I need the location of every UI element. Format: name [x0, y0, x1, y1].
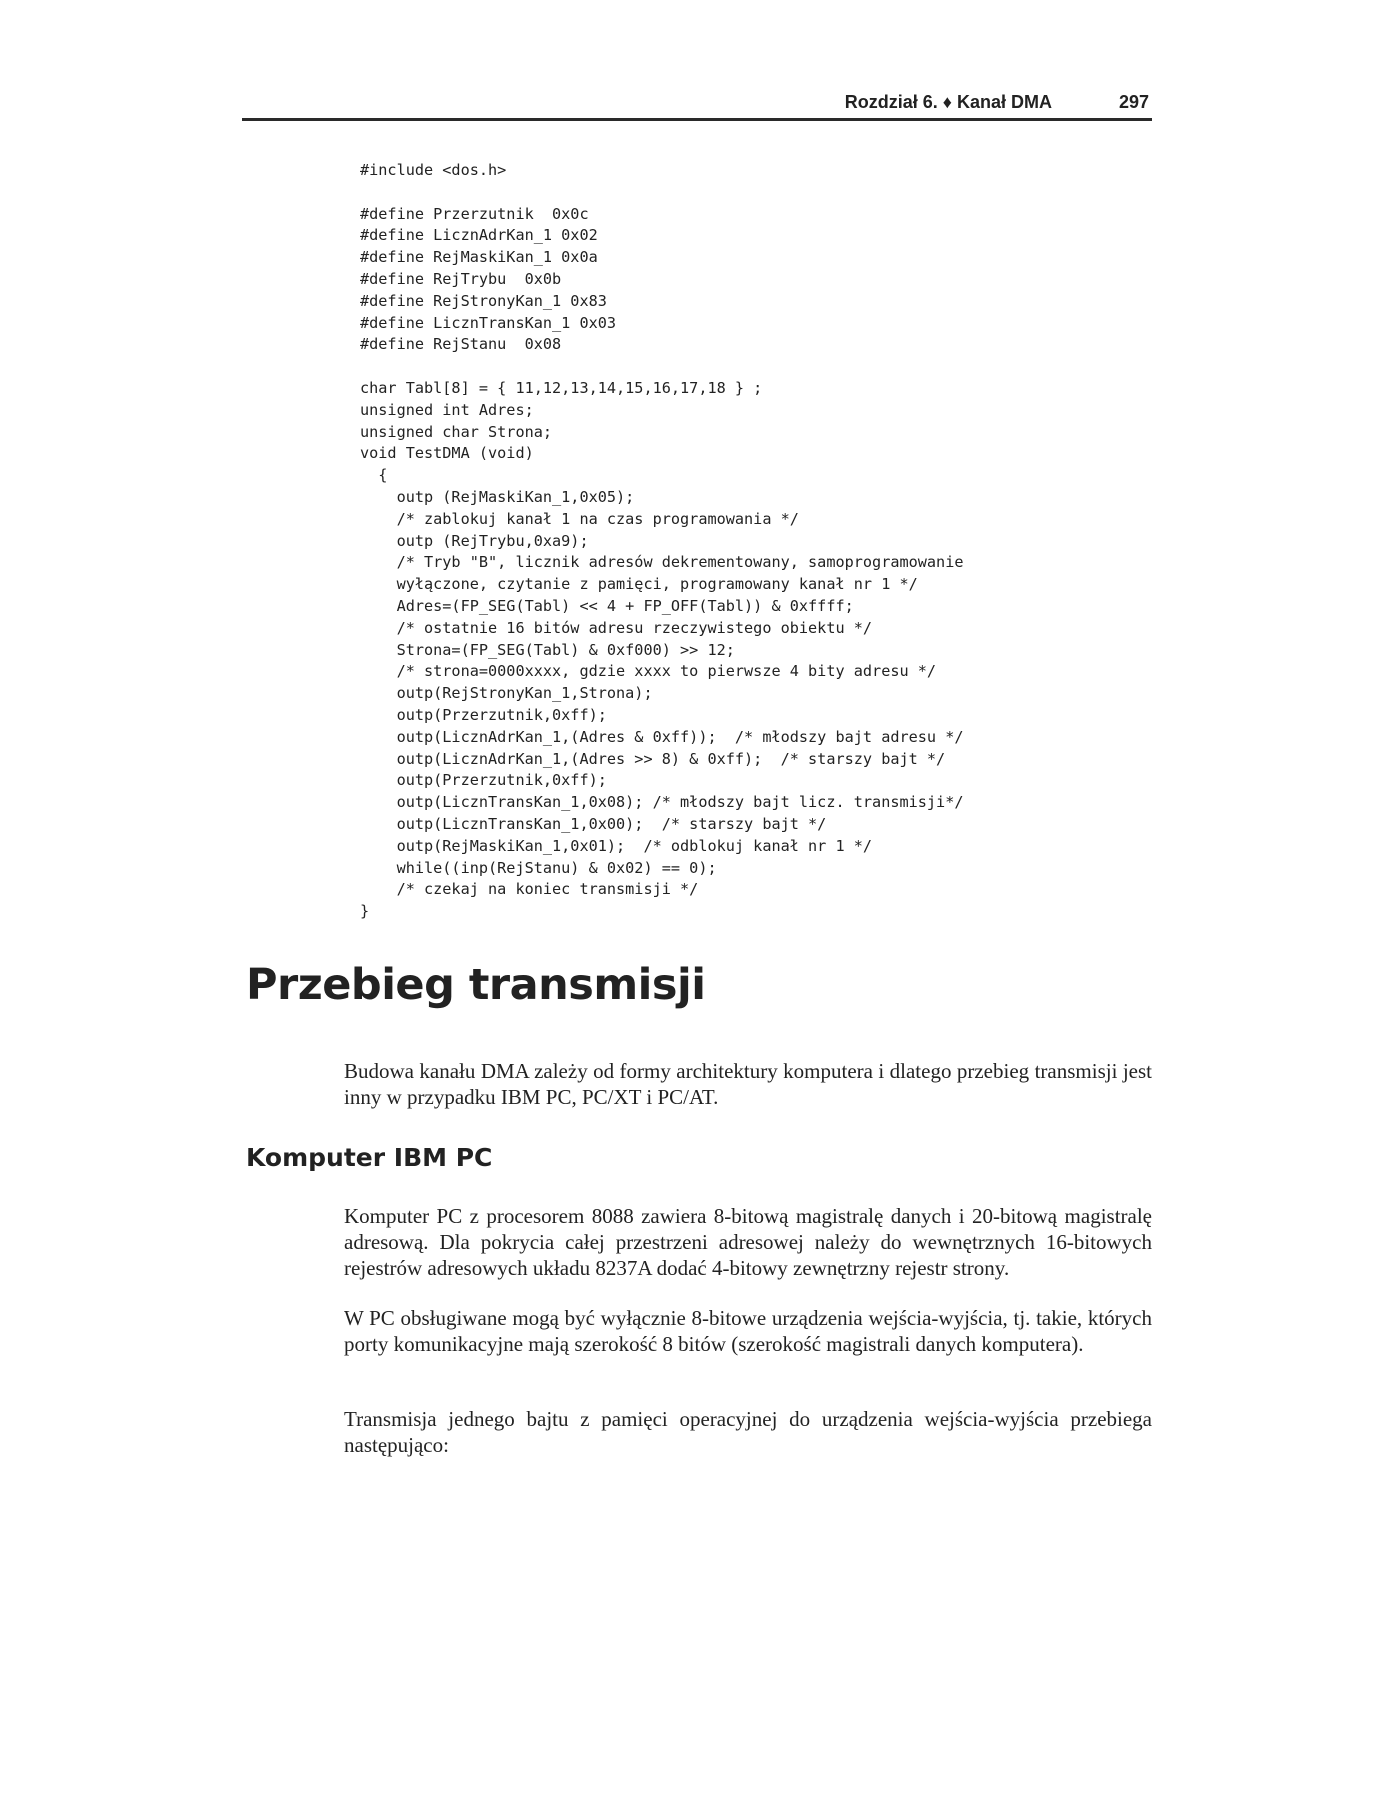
- code-line: /* ostatnie 16 bitów adresu rzeczywistego obiektu */: [360, 618, 873, 637]
- code-line: wyłączone, czytanie z pamięci, programowany kanał nr 1 */: [360, 575, 918, 594]
- code-line: outp (RejMaskiKan_1,0x05);: [360, 487, 635, 506]
- code-line: /* strona=0000xxxx, gdzie xxxx to pierwsze 4 bity adresu */: [360, 662, 937, 681]
- code-line: outp (RejTrybu,0xa9);: [360, 531, 589, 550]
- body-paragraph: W PC obsługiwane mogą być wyłącznie 8-bitowe urządzenia wejścia-wyjścia, tj. takie, których porty komunikacyjne mają szerokość 8 bitów (szerokość magistrali danych komputera).: [344, 1306, 1152, 1356]
- code-line: outp(LicznTransKan_1,0x08); /* młodszy bajt licz. transmisji*/: [360, 793, 964, 812]
- code-line: Strona=(FP_SEG(Tabl) & 0xf000) >> 12;: [360, 640, 735, 659]
- code-line: /* zablokuj kanał 1 na czas programowania */: [360, 509, 799, 528]
- code-listing: [360, 160, 963, 923]
- code-line: #define RejTrybu 0x0b: [360, 269, 562, 288]
- code-line: /* Tryb "B", licznik adresów dekrementowany, samoprogramowanie: [360, 553, 964, 572]
- code-line: #define Przerzutnik 0x0c: [360, 204, 589, 223]
- code-line: outp(Przerzutnik,0xff);: [360, 771, 607, 790]
- code-line: unsigned int Adres;: [360, 400, 534, 419]
- code-line: }: [360, 902, 370, 921]
- code-line: #define RejMaskiKan_1 0x0a: [360, 248, 598, 267]
- code-line: Adres=(FP_SEG(Tabl) << 4 + FP_OFF(Tabl)) & 0xffff;: [360, 596, 854, 615]
- code-line: outp(LicznAdrKan_1,(Adres & 0xff)); /* młodszy bajt adresu */: [360, 727, 964, 746]
- code-line: #define RejStanu 0x08: [360, 335, 562, 354]
- code-line: while((inp(RejStanu) & 0x02) == 0);: [360, 858, 717, 877]
- section-intro-paragraph: Budowa kanału DMA zależy od formy architektury komputera i dlatego przebieg transmisji jest inny w przypadku IBM PC, PC/XT i PC/AT.: [344, 1059, 1152, 1109]
- code-line: void TestDMA (void): [360, 444, 534, 463]
- code-line: char Tabl[8] = { 11,12,13,14,15,16,17,18 } ;: [360, 378, 763, 397]
- section-title: Przebieg transmisji: [246, 960, 706, 1010]
- code-line: outp(Przerzutnik,0xff);: [360, 705, 607, 724]
- code-line: outp(RejMaskiKan_1,0x01); /* odblokuj kanał nr 1 */: [360, 836, 873, 855]
- running-header: [242, 88, 1152, 121]
- body-paragraph: Transmisja jednego bajtu z pamięci operacyjnej do urządzenia wejścia-wyjścia przebiega następująco:: [344, 1407, 1152, 1457]
- code-line: outp(LicznTransKan_1,0x00); /* starszy bajt */: [360, 814, 827, 833]
- code-line: /* czekaj na koniec transmisji */: [360, 880, 699, 899]
- body-paragraph: Komputer PC z procesorem 8088 zawiera 8-bitową magistralę danych i 20-bitową magistralę adresową. Dla pokrycia całej przestrzeni adresowej należy do wewnętrznych 16-bitowych rejestrów adresowych układu 8237A dodać 4-bitowy zewnętrzny rejestr strony.: [344, 1204, 1152, 1280]
- subsection-title: Komputer IBM PC: [246, 1143, 493, 1172]
- code-line: outp(LicznAdrKan_1,(Adres >> 8) & 0xff); /* starszy bajt */: [360, 749, 946, 768]
- chapter-title: Rozdział 6. ♦ Kanał DMA: [844, 92, 1052, 112]
- code-line: #define LicznTransKan_1 0x03: [360, 313, 617, 332]
- code-line: #include <dos.h>: [360, 161, 507, 179]
- page-number: 297: [1118, 92, 1149, 112]
- code-line: outp(RejStronyKan_1,Strona);: [360, 684, 653, 703]
- code-line: #define RejStronyKan_1 0x83: [360, 291, 607, 310]
- code-line: #define LicznAdrKan_1 0x02: [360, 226, 598, 245]
- code-line: unsigned char Strona;: [360, 422, 553, 441]
- code-line: {: [360, 466, 388, 485]
